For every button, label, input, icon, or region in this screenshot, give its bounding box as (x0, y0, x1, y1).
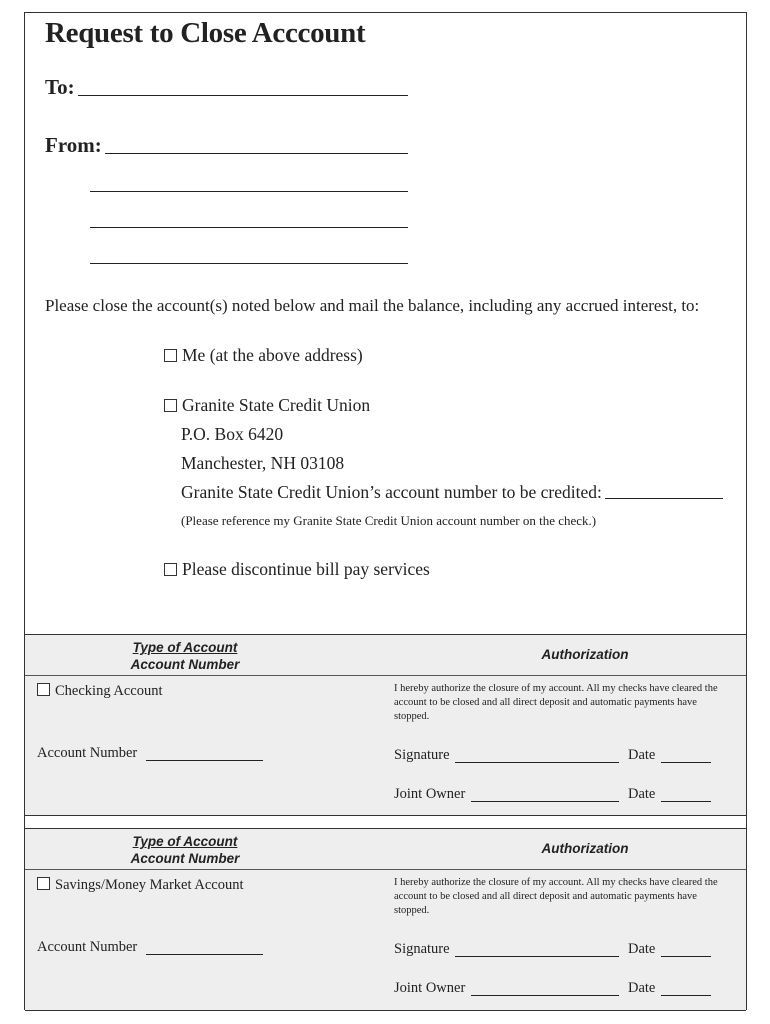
signature-date-field[interactable] (661, 762, 711, 763)
from-field-line-4[interactable] (90, 263, 408, 264)
joint-owner-date-field[interactable] (661, 801, 711, 802)
savings-account-option: Savings/Money Market Account (37, 877, 243, 894)
savings-account-number-field[interactable] (146, 954, 263, 955)
credited-label: Granite State Credit Union’s account number to be credited: (181, 482, 602, 502)
instruction-text: Please close the account(s) noted below and mail the balance, including any accrued interest, to: (45, 296, 700, 315)
section-header (25, 635, 746, 676)
signature-label: Signature (394, 941, 450, 957)
me-checkbox[interactable] (164, 349, 177, 362)
form-title: Request to Close Acccount (45, 17, 366, 49)
checking-account-number-field[interactable] (146, 760, 263, 761)
joint-owner-field[interactable] (471, 801, 619, 802)
type-of-account-header: Type of Account Account Number (130, 640, 240, 672)
section-header (25, 829, 746, 870)
address-line-1: P.O. Box 6420 (181, 424, 284, 444)
option-me (164, 345, 363, 366)
joint-owner-date-field[interactable] (661, 995, 711, 996)
gscu-checkbox[interactable] (164, 399, 177, 412)
date-label: Date (628, 941, 656, 957)
authorization-header: Authorization (541, 841, 629, 856)
signature-date-field[interactable] (661, 956, 711, 957)
checking-section (25, 634, 746, 816)
type-of-account-header: Type of Account Account Number (130, 834, 240, 866)
reference-note: (Please reference my Granite State Credit Union account number on the check.) (181, 513, 597, 528)
option-gscu-label: Granite State Credit Union (182, 395, 371, 415)
savings-section (25, 829, 746, 1011)
credited-account-field[interactable] (605, 498, 723, 499)
to-field[interactable] (78, 95, 408, 96)
date-label: Date (628, 786, 656, 802)
joint-owner-label: Joint Owner (394, 786, 466, 802)
signature-field[interactable] (455, 956, 619, 957)
account-number-label: Account Number (37, 939, 138, 955)
authorization-text: I hereby authorize the closure of my account. All my checks have cleared the account to be closed and all direct deposit and automatic payments have stopped. (394, 683, 718, 722)
option-me-label: Me (at the above address) (182, 345, 363, 365)
date-label: Date (628, 747, 656, 763)
option-gscu (164, 395, 370, 416)
savings-checkbox[interactable] (37, 877, 50, 890)
option-billpay-label: Please discontinue bill pay services (182, 559, 430, 579)
address-line-2: Manchester, NH 03108 (181, 453, 345, 473)
form-page (24, 12, 747, 1010)
joint-owner-field[interactable] (471, 995, 619, 996)
from-label: From: (45, 133, 102, 157)
authorization-text: I hereby authorize the closure of my account. All my checks have cleared the account to be closed and all direct deposit and automatic payments have stopped. (394, 877, 718, 916)
from-field-line-2[interactable] (90, 191, 408, 192)
option-billpay (164, 559, 430, 580)
signature-field[interactable] (455, 762, 619, 763)
date-label: Date (628, 980, 656, 996)
from-field-line-3[interactable] (90, 227, 408, 228)
signature-label: Signature (394, 747, 450, 763)
account-number-label: Account Number (37, 745, 138, 761)
checking-checkbox[interactable] (37, 683, 50, 696)
checking-account-option: Checking Account (37, 683, 163, 700)
billpay-checkbox[interactable] (164, 563, 177, 576)
from-field-line-1[interactable] (105, 153, 408, 154)
authorization-header: Authorization (541, 647, 629, 662)
joint-owner-label: Joint Owner (394, 980, 466, 996)
to-label: To: (45, 75, 75, 99)
